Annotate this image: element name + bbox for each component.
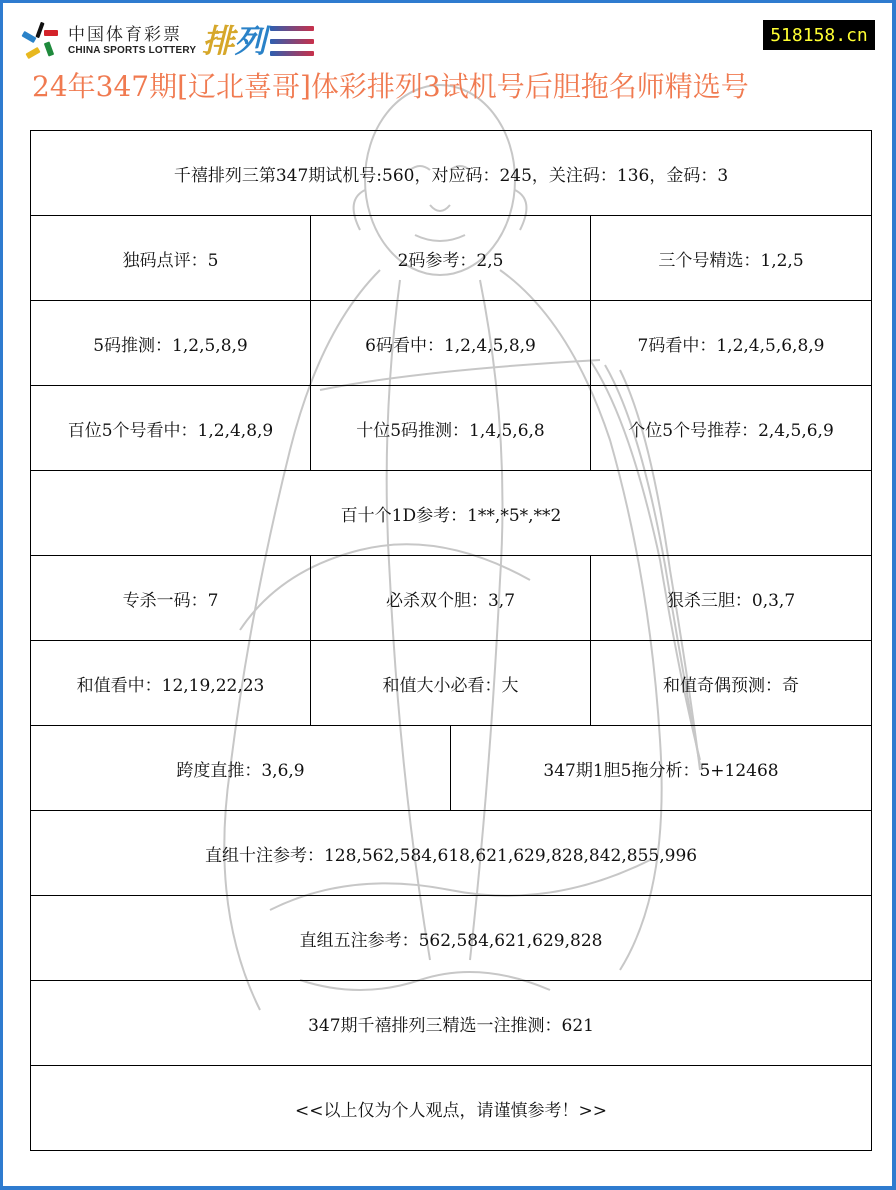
table-row: [31, 896, 872, 981]
table-row: [31, 386, 872, 471]
three-pick-cell: 三个号精选：1,2,5: [591, 216, 872, 301]
hundreds-cell: 百位5个号看中：1,2,4,8,9: [31, 386, 311, 471]
table-row: [31, 216, 872, 301]
logo-char-pai: 排: [202, 22, 235, 60]
five-picks-cell: 直组五注参考：562,584,621,629,828: [31, 896, 872, 981]
header: [0, 0, 896, 130]
units-cell: 个位5个号推荐：2,4,5,6,9: [591, 386, 872, 471]
kill-one-cell: 专杀一码：7: [31, 556, 311, 641]
disclaimer-cell: <<以上仅为个人观点，请谨慎参考！>>: [31, 1066, 872, 1151]
logo-cn-text: 中国体育彩票: [68, 25, 182, 45]
six-code-cell: 6码看中：1,2,4,5,8,9: [311, 301, 591, 386]
two-code-cell: 2码参考：2,5: [311, 216, 591, 301]
ten-picks-cell: 直组十注参考：128,562,584,618,621,629,828,842,855,996: [31, 811, 872, 896]
logo-char-lie: 列: [234, 22, 267, 60]
site-badge: 518158.cn: [763, 20, 875, 50]
table-row: [31, 1066, 872, 1151]
tens-cell: 十位5码推测：1,4,5,6,8: [311, 386, 591, 471]
sum-parity-cell: 和值奇偶预测：奇: [591, 641, 872, 726]
pailie3-logo: [202, 21, 314, 61]
kill-two-cell: 必杀双个胆：3,7: [311, 556, 591, 641]
sum-values-cell: 和值看中：12,19,22,23: [31, 641, 311, 726]
one-d-cell: 百十个1D参考：1**,*5*,**2: [31, 471, 872, 556]
table-row: [31, 301, 872, 386]
lottery-star-icon: [20, 20, 62, 62]
table-row: [31, 641, 872, 726]
single-code-cell: 独码点评：5: [31, 216, 311, 301]
table-row: [31, 811, 872, 896]
sum-size-cell: 和值大小必看：大: [311, 641, 591, 726]
table-row: [31, 471, 872, 556]
table-row: [31, 556, 872, 641]
prediction-table: [30, 130, 872, 1151]
span-cell: 跨度直推：3,6,9: [31, 726, 451, 811]
single-pick-cell: 347期千禧排列三精选一注推测：621: [31, 981, 872, 1066]
dan-tuo-cell: 347期1胆5拖分析：5+12468: [451, 726, 872, 811]
table-row: [31, 726, 872, 811]
page-title: 24年347期[辽北喜哥]体彩排列3试机号后胆拖名师精选号: [32, 70, 749, 103]
table-row: [31, 131, 872, 216]
five-code-cell: 5码推测：1,2,5,8,9: [31, 301, 311, 386]
trial-number-cell: 千禧排列三第347期试机号:560，对应码：245，关注码：136，金码：3: [31, 131, 872, 216]
logo-char-san-icon: [270, 26, 314, 56]
kill-three-cell: 狠杀三胆：0,3,7: [591, 556, 872, 641]
seven-code-cell: 7码看中：1,2,4,5,6,8,9: [591, 301, 872, 386]
logo-en-text: CHINA SPORTS LOTTERY: [68, 45, 197, 56]
table-row: [31, 981, 872, 1066]
china-sports-lottery-logo: [20, 20, 314, 62]
